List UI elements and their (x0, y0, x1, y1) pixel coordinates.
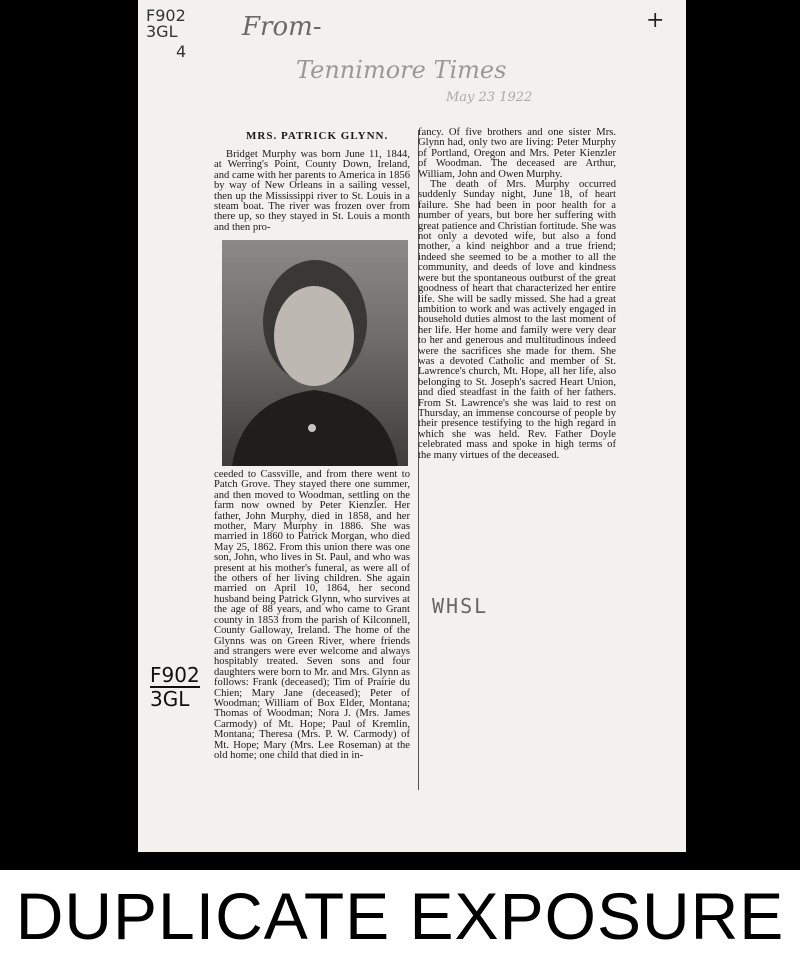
archive-code-side-line1: F902 (150, 663, 200, 687)
plus-mark: + (646, 8, 665, 33)
perforation-stamp: WHSL (432, 594, 489, 618)
archive-code-line1: F902 (146, 6, 186, 25)
portrait-photo (222, 240, 408, 466)
date-note: May 23 1922 (446, 90, 533, 105)
article-paragraph: The death of Mrs. Murphy occurred suddenly Sunday night, June 18, of heart failure. She had been in poor health for a number of years, but bore her suffering with great patience and Christian fortitude. She was not only a devoted wife, but also a fond mother, a kind neighbor and a true friend; indeed she seemed to be a mother to all the community, and deeds of love and kindness were but the spontaneous outburst of the great goodness of heart that characterized her entire life. She will be sadly missed. She had a great ambition to work and was actively engaged in household duties almost to the last moment of her life. Her home and family were very dear to her and generous and multitudinous indeed were the sacrifices she made for them. She was a devoted Catholic and member of St. Lawrence's church, Mt. Hope, all her life, also belonging to St. Joseph's sacred Heart Union, and died steadfast in the faith of her fathers. From St. Lawrence's she was laid to rest on Thursday, an immense concourse of people by their presence testifying to the high regard in which she was held. Rev. Father Doyle celebrated mass and spoke in high terms of the many virtues of the deceased. (418, 179, 616, 461)
archive-code-top (146, 8, 186, 60)
from-note: From- (242, 12, 322, 42)
article-column-2 (418, 128, 616, 461)
duplicate-exposure-banner (0, 870, 800, 962)
newspaper-name-note: Tennimore Times (296, 56, 507, 84)
archive-code-line2: 3GL (146, 22, 178, 41)
archive-code-side-line2: 3GL (150, 687, 190, 711)
obituary-heading: MRS. PATRICK GLYNN. (246, 130, 389, 142)
article-paragraph: Bridget Murphy was born June 11, 1844, at Werring's Point, County Down, Ireland, and came with her parents to America in 1856 by way of New Orleans in a sailing vessel, then up the Mississippi river to St. Louis in a steam boat. The river was frozen over from there up, so they stayed in St. Louis a month and then pro- (214, 149, 410, 233)
article-column-1-top (214, 150, 410, 233)
article-column-1-bottom (214, 470, 410, 761)
article-paragraph: ceeded to Cassville, and from there went to Patch Grove. They stayed there one summer, and then moved to Woodman, settling on the farm now owned by Peter Kienzler. Her father, John Murphy, died in 1858, and her mother, Mary Murphy in 1886. She was married in 1860 to Patrick Morgan, who died May 25, 1862. From this union there was one son, John, who lives in St. Paul, and who was present at his mother's funeral, as were all of the others of her living children. She again married on April 10, 1864, her second husband being Patrick Glynn, who survives at the age of 88 years, and who came to Grant county in 1853 from the parish of Kilconnell, County Galloway, Ireland. The home of the Glynns was on Green River, where friends and strangers were ever welcome and always hospitably treated. Seven sons and four daughters were born to Mr. and Mrs. Glynn as follows: Frank (deceased); Tim of Prairie du Chien; Mary Jane (deceased); Peter of Woodman; William of Box Elder, Montana; Thomas of Woodman; Nora J. (Mrs. James Carmody) of Mt. Hope; Paul of Kremlin, Montana; Theresa (Mrs. P. W. Carmody) of Mt. Hope; Mary (Mrs. Lee Roseman) at the old home; one child that died in in- (214, 469, 410, 761)
archive-code-number: 4 (176, 42, 187, 61)
article-paragraph: fancy. Of five brothers and one sister Mrs. Glynn had, only two are living: Peter Murphy of Portland, Oregon and Mrs. Peter Kienzler of Woodman. The deceased are Arthur, William, John and Owen Murphy. (418, 127, 616, 180)
archive-code-side (150, 664, 200, 710)
banner-text: DUPLICATE EXPOSURE (15, 879, 785, 953)
portrait-figure (222, 240, 408, 466)
